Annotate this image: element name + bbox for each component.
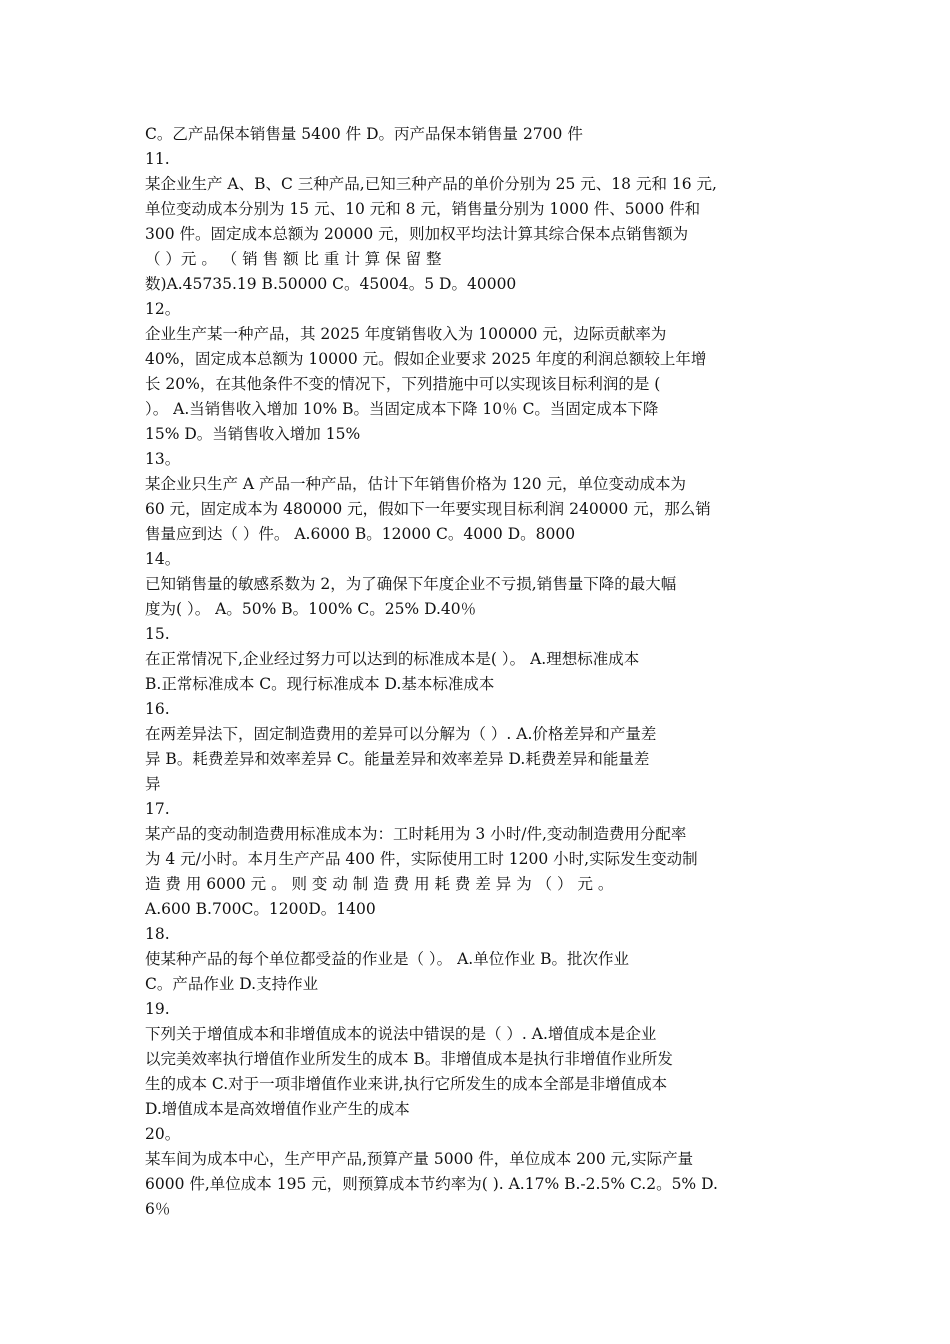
text-line: 6000 件,单位成本 195 元，则预算成本节约率为( ). A.17% B.-2.5% C.2。5% D. — [145, 1175, 718, 1193]
question-number: 13。 — [145, 450, 181, 468]
text-line: 40%，固定成本总额为 10000 元。假如企业要求 2025 年度的利润总额较上年增 — [145, 350, 707, 368]
text-line: 使某种产品的每个单位都受益的作业是（ ）。 A.单位作业 B。批次作业 — [145, 950, 630, 968]
question-number: 12。 — [145, 300, 181, 318]
text-line: 为 4 元/小时。本月生产产品 400 件，实际使用工时 1200 小时,实际发生变动制 — [145, 850, 698, 868]
text-line: C。乙产品保本销售量 5400 件 D。丙产品保本销售量 2700 件 — [145, 125, 583, 143]
text-line: 单位变动成本分别为 15 元、10 元和 8 元，销售量分别为 1000 件、5000 件和 — [145, 200, 701, 218]
text-line: 度为( ）。 A。50% B。100% C。25% D.40％ — [145, 600, 477, 618]
text-line: 300 件。固定成本总额为 20000 元，则加权平均法计算其综合保本点销售额为 — [145, 225, 689, 243]
question-number: 17. — [145, 800, 170, 818]
text-line: 下列关于增值成本和非增值成本的说法中错误的是（ ）. A.增值成本是企业 — [145, 1025, 657, 1043]
question-number: 14。 — [145, 550, 181, 568]
text-line: 某企业生产 A、B、C 三种产品,已知三种产品的单价分别为 25 元、18 元和 16 元, — [145, 175, 717, 193]
text-line: 6％ — [145, 1200, 171, 1218]
text-line: 造 费 用 6000 元 。 则 变 动 制 造 费 用 耗 费 差 异 为 （ ） 元 。 — [145, 875, 614, 893]
text-line: 60 元，固定成本为 480000 元，假如下一年要实现目标利润 240000 元，那么销 — [145, 500, 711, 518]
text-line: 异 B。耗费差异和效率差异 C。能量差异和效率差异 D.耗费差异和能量差 — [145, 750, 650, 768]
text-line: 以完美效率执行增值作业所发生的成本 B。非增值成本是执行非增值作业所发 — [145, 1050, 673, 1068]
question-number: 19. — [145, 1000, 170, 1018]
text-line: 异 — [145, 775, 161, 793]
text-line: A.600 B.700C。1200D。1400 — [145, 900, 376, 918]
text-line: （ ）元 。 （ 销 售 额 比 重 计 算 保 留 整 — [145, 250, 442, 268]
text-line: 15% D。当销售收入增加 15% — [145, 425, 361, 443]
text-line: ）。 A.当销售收入增加 10% B。当固定成本下降 10％ C。当固定成本下降 — [145, 400, 659, 418]
document-page — [145, 122, 807, 1222]
question-number: 15. — [145, 625, 170, 643]
text-line: 长 20%，在其他条件不变的情况下，下列措施中可以实现该目标利润的是 ( — [145, 375, 661, 393]
text-line: 某产品的变动制造费用标准成本为：工时耗用为 3 小时/件,变动制造费用分配率 — [145, 825, 687, 843]
text-line: 某车间为成本中心，生产甲产品,预算产量 5000 件，单位成本 200 元,实际产量 — [145, 1150, 694, 1168]
text-line: 已知销售量的敏感系数为 2，为了确保下年度企业不亏损,销售量下降的最大幅 — [145, 575, 677, 593]
question-number: 18. — [145, 925, 170, 943]
text-line: 某企业只生产 A 产品一种产品，估计下年销售价格为 120 元，单位变动成本为 — [145, 475, 686, 493]
text-line: C。产品作业 D.支持作业 — [145, 975, 319, 993]
text-line: 在正常情况下,企业经过努力可以达到的标准成本是( ）。 A.理想标准成本 — [145, 650, 640, 668]
text-line: 企业生产某一种产品，其 2025 年度销售收入为 100000 元，边际贡献率为 — [145, 325, 667, 343]
question-number: 11. — [145, 150, 170, 168]
text-line: D.增值成本是高效增值作业产生的成本 — [145, 1100, 410, 1118]
text-line: 在两差异法下，固定制造费用的差异可以分解为（ ）. A.价格差异和产量差 — [145, 725, 657, 743]
text-line: 数)A.45735.19 B.50000 C。45004。5 D。40000 — [145, 275, 517, 293]
question-number: 16. — [145, 700, 170, 718]
text-line: 售量应到达（ ）件。 A.6000 B。12000 C。4000 D。8000 — [145, 525, 576, 543]
text-line: 生的成本 C.对于一项非增值作业来讲,执行它所发生的成本全部是非增值成本 — [145, 1075, 668, 1093]
text-line: B.正常标准成本 C。现行标准成本 D.基本标准成本 — [145, 675, 495, 693]
question-number: 20。 — [145, 1125, 181, 1143]
